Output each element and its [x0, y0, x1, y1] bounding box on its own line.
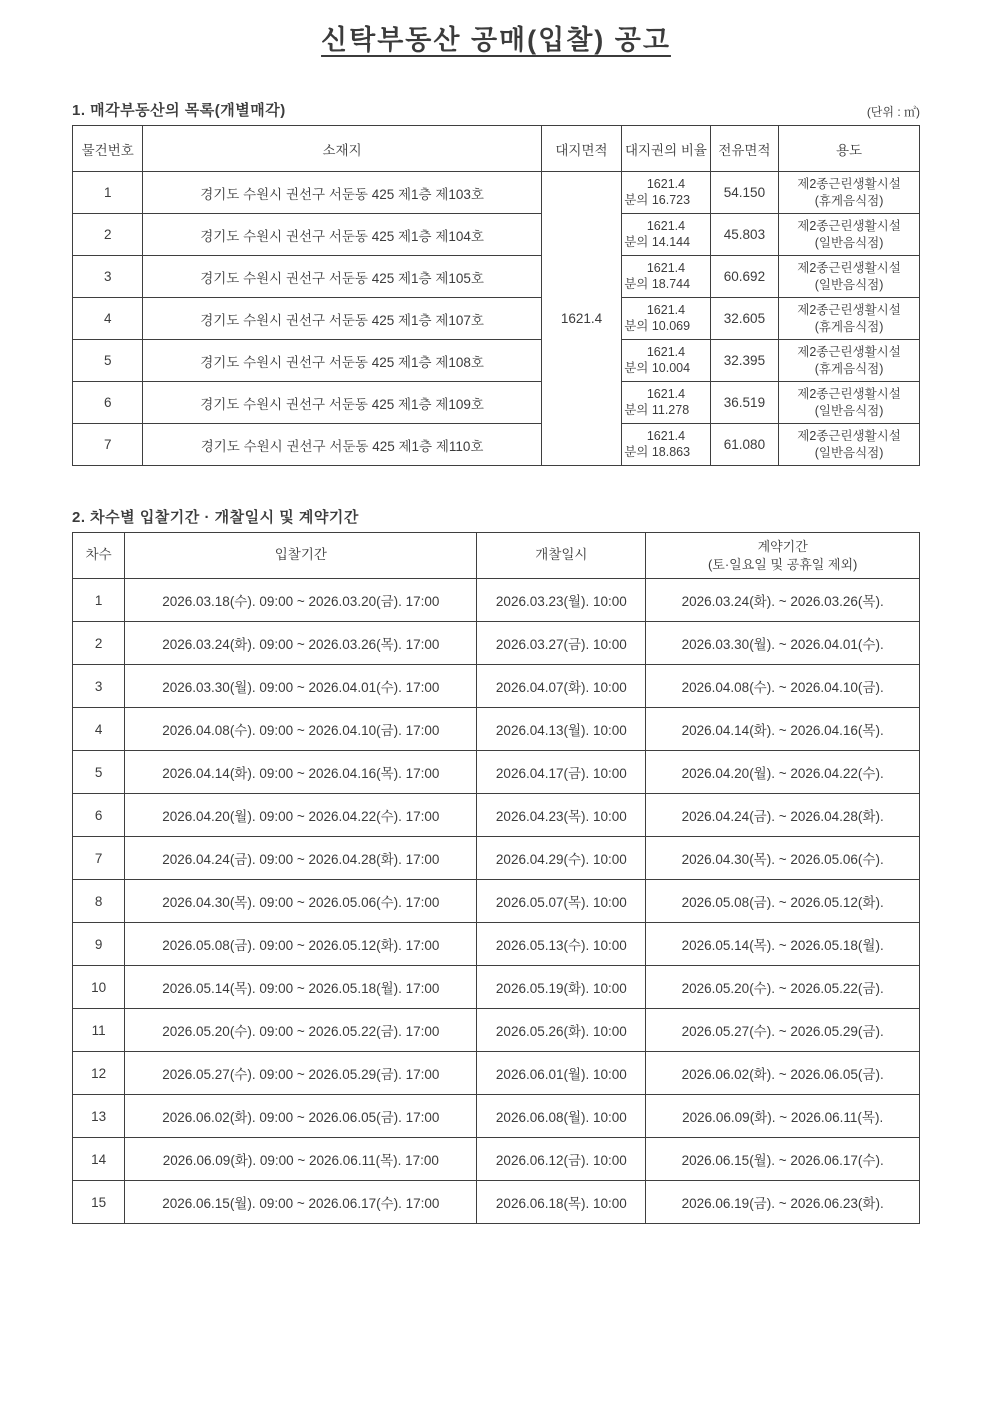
item-exclusive-area: 36.519: [710, 382, 778, 424]
round-no: 1: [73, 579, 125, 622]
bid-period: 2026.04.30(목). 09:00 ~ 2026.05.06(수). 17:00: [125, 880, 477, 923]
open-datetime: 2026.04.23(목). 10:00: [477, 794, 646, 837]
item-address: 경기도 수원시 권선구 서둔동 425 제1층 제110호: [143, 424, 541, 466]
contract-period: 2026.04.24(금). ~ 2026.04.28(화).: [646, 794, 920, 837]
table1-header-row: [73, 126, 920, 172]
schedule-row: [73, 665, 920, 708]
item-use: 제2종근린생활시설 (휴게음식점): [779, 172, 920, 214]
item-exclusive-area: 60.692: [710, 256, 778, 298]
open-datetime: 2026.05.13(수). 10:00: [477, 923, 646, 966]
col-head-use: 용도: [779, 126, 920, 172]
contract-period: 2026.05.14(목). ~ 2026.05.18(월).: [646, 923, 920, 966]
bid-period: 2026.06.15(월). 09:00 ~ 2026.06.17(수). 17:00: [125, 1181, 477, 1224]
open-datetime: 2026.05.07(목). 10:00: [477, 880, 646, 923]
property-row: [73, 172, 920, 214]
contract-period: 2026.05.08(금). ~ 2026.05.12(화).: [646, 880, 920, 923]
col-head-address: 소재지: [143, 126, 541, 172]
contract-period: 2026.04.08(수). ~ 2026.04.10(금).: [646, 665, 920, 708]
item-no: 3: [73, 256, 143, 298]
item-address: 경기도 수원시 권선구 서둔동 425 제1층 제108호: [143, 340, 541, 382]
col-head-item-no: 물건번호: [73, 126, 143, 172]
round-no: 11: [73, 1009, 125, 1052]
item-use: 제2종근린생활시설 (일반음식점): [779, 382, 920, 424]
item-exclusive-area: 61.080: [710, 424, 778, 466]
col-head-land-ratio: 대지권의 비율: [622, 126, 711, 172]
item-no: 2: [73, 214, 143, 256]
round-no: 9: [73, 923, 125, 966]
contract-period: 2026.06.19(금). ~ 2026.06.23(화).: [646, 1181, 920, 1224]
bid-period: 2026.04.14(화). 09:00 ~ 2026.04.16(목). 17:00: [125, 751, 477, 794]
schedule-row: [73, 837, 920, 880]
schedule-row: [73, 708, 920, 751]
round-no: 4: [73, 708, 125, 751]
col-head-bid-period: 입찰기간: [125, 533, 477, 579]
bid-period: 2026.05.27(수). 09:00 ~ 2026.05.29(금). 17:00: [125, 1052, 477, 1095]
contract-period: 2026.06.09(화). ~ 2026.06.11(목).: [646, 1095, 920, 1138]
schedule-row: [73, 1138, 920, 1181]
unit-note: (단위 : ㎡): [866, 105, 920, 119]
schedule-row: [73, 622, 920, 665]
round-no: 6: [73, 794, 125, 837]
item-land-ratio: 1621.4 분의 10.004: [622, 340, 711, 382]
round-no: 10: [73, 966, 125, 1009]
bid-period: 2026.04.24(금). 09:00 ~ 2026.04.28(화). 17:00: [125, 837, 477, 880]
col-head-round: 차수: [73, 533, 125, 579]
property-row: [73, 256, 920, 298]
round-no: 15: [73, 1181, 125, 1224]
round-no: 13: [73, 1095, 125, 1138]
schedule-row: [73, 794, 920, 837]
open-datetime: 2026.06.08(월). 10:00: [477, 1095, 646, 1138]
bid-period: 2026.03.18(수). 09:00 ~ 2026.03.20(금). 17:00: [125, 579, 477, 622]
schedule-row: [73, 880, 920, 923]
bid-schedule-table: [72, 532, 920, 1224]
item-exclusive-area: 32.605: [710, 298, 778, 340]
bid-period: 2026.05.08(금). 09:00 ~ 2026.05.12(화). 17:00: [125, 923, 477, 966]
property-row: [73, 298, 920, 340]
item-use: 제2종근린생활시설 (일반음식점): [779, 214, 920, 256]
item-use: 제2종근린생활시설 (일반음식점): [779, 424, 920, 466]
open-datetime: 2026.06.18(목). 10:00: [477, 1181, 646, 1224]
col-head-land-area: 대지면적: [541, 126, 621, 172]
contract-period: 2026.04.30(목). ~ 2026.05.06(수).: [646, 837, 920, 880]
open-datetime: 2026.04.29(수). 10:00: [477, 837, 646, 880]
bid-period: 2026.04.08(수). 09:00 ~ 2026.04.10(금). 17:00: [125, 708, 477, 751]
open-datetime: 2026.05.19(화). 10:00: [477, 966, 646, 1009]
bid-period: 2026.05.14(목). 09:00 ~ 2026.05.18(월). 17:00: [125, 966, 477, 1009]
bid-period: 2026.06.09(화). 09:00 ~ 2026.06.11(목). 17:00: [125, 1138, 477, 1181]
schedule-row: [73, 966, 920, 1009]
open-datetime: 2026.05.26(화). 10:00: [477, 1009, 646, 1052]
open-datetime: 2026.03.27(금). 10:00: [477, 622, 646, 665]
contract-period: 2026.04.20(월). ~ 2026.04.22(수).: [646, 751, 920, 794]
item-address: 경기도 수원시 권선구 서둔동 425 제1층 제105호: [143, 256, 541, 298]
property-list-table: [72, 125, 920, 466]
item-use: 제2종근린생활시설 (휴게음식점): [779, 298, 920, 340]
col-head-contract-period: 계약기간 (토·일요일 및 공휴일 제외): [646, 533, 920, 579]
property-row: [73, 382, 920, 424]
schedule-row: [73, 1095, 920, 1138]
item-exclusive-area: 54.150: [710, 172, 778, 214]
item-use: 제2종근린생활시설 (일반음식점): [779, 256, 920, 298]
contract-period: 2026.06.15(월). ~ 2026.06.17(수).: [646, 1138, 920, 1181]
contract-period: 2026.03.24(화). ~ 2026.03.26(목).: [646, 579, 920, 622]
schedule-row: [73, 751, 920, 794]
schedule-row: [73, 1009, 920, 1052]
open-datetime: 2026.04.17(금). 10:00: [477, 751, 646, 794]
item-address: 경기도 수원시 권선구 서둔동 425 제1층 제104호: [143, 214, 541, 256]
item-exclusive-area: 32.395: [710, 340, 778, 382]
item-address: 경기도 수원시 권선구 서둔동 425 제1층 제103호: [143, 172, 541, 214]
section1-header: [72, 99, 920, 120]
schedule-row: [73, 923, 920, 966]
section1-heading: 1. 매각부동산의 목록(개별매각): [72, 102, 286, 119]
round-no: 7: [73, 837, 125, 880]
item-address: 경기도 수원시 권선구 서둔동 425 제1층 제107호: [143, 298, 541, 340]
schedule-row: [73, 1052, 920, 1095]
property-row: [73, 340, 920, 382]
schedule-row: [73, 579, 920, 622]
property-row: [73, 424, 920, 466]
item-no: 7: [73, 424, 143, 466]
item-land-ratio: 1621.4 분의 14.144: [622, 214, 711, 256]
round-no: 8: [73, 880, 125, 923]
schedule-row: [73, 1181, 920, 1224]
item-land-ratio: 1621.4 분의 11.278: [622, 382, 711, 424]
table2-header-row: [73, 533, 920, 579]
item-no: 5: [73, 340, 143, 382]
item-land-ratio: 1621.4 분의 18.744: [622, 256, 711, 298]
contract-period: 2026.03.30(월). ~ 2026.04.01(수).: [646, 622, 920, 665]
round-no: 2: [73, 622, 125, 665]
round-no: 12: [73, 1052, 125, 1095]
contract-period: 2026.05.20(수). ~ 2026.05.22(금).: [646, 966, 920, 1009]
land-area-merged-cell: 1621.4: [541, 172, 621, 466]
property-row: [73, 214, 920, 256]
bid-period: 2026.06.02(화). 09:00 ~ 2026.06.05(금). 17:00: [125, 1095, 477, 1138]
col-head-open-datetime: 개찰일시: [477, 533, 646, 579]
round-no: 14: [73, 1138, 125, 1181]
open-datetime: 2026.04.07(화). 10:00: [477, 665, 646, 708]
bid-period: 2026.03.24(화). 09:00 ~ 2026.03.26(목). 17:00: [125, 622, 477, 665]
open-datetime: 2026.03.23(월). 10:00: [477, 579, 646, 622]
item-no: 1: [73, 172, 143, 214]
section2-heading: 2. 차수별 입찰기간 · 개찰일시 및 계약기간: [72, 509, 359, 526]
item-exclusive-area: 45.803: [710, 214, 778, 256]
contract-period: 2026.04.14(화). ~ 2026.04.16(목).: [646, 708, 920, 751]
item-no: 6: [73, 382, 143, 424]
item-use: 제2종근린생활시설 (휴게음식점): [779, 340, 920, 382]
round-no: 5: [73, 751, 125, 794]
open-datetime: 2026.06.12(금). 10:00: [477, 1138, 646, 1181]
contract-period: 2026.06.02(화). ~ 2026.06.05(금).: [646, 1052, 920, 1095]
item-land-ratio: 1621.4 분의 16.723: [622, 172, 711, 214]
bid-period: 2026.03.30(월). 09:00 ~ 2026.04.01(수). 17:00: [125, 665, 477, 708]
page-title: 신탁부동산 공매(입찰) 공고: [321, 25, 671, 55]
section2-header: [72, 506, 920, 527]
item-land-ratio: 1621.4 분의 10.069: [622, 298, 711, 340]
item-no: 4: [73, 298, 143, 340]
bid-period: 2026.04.20(월). 09:00 ~ 2026.04.22(수). 17:00: [125, 794, 477, 837]
item-land-ratio: 1621.4 분의 18.863: [622, 424, 711, 466]
open-datetime: 2026.06.01(월). 10:00: [477, 1052, 646, 1095]
round-no: 3: [73, 665, 125, 708]
bid-period: 2026.05.20(수). 09:00 ~ 2026.05.22(금). 17:00: [125, 1009, 477, 1052]
col-head-exclusive-area: 전유면적: [710, 126, 778, 172]
item-address: 경기도 수원시 권선구 서둔동 425 제1층 제109호: [143, 382, 541, 424]
open-datetime: 2026.04.13(월). 10:00: [477, 708, 646, 751]
contract-period: 2026.05.27(수). ~ 2026.05.29(금).: [646, 1009, 920, 1052]
